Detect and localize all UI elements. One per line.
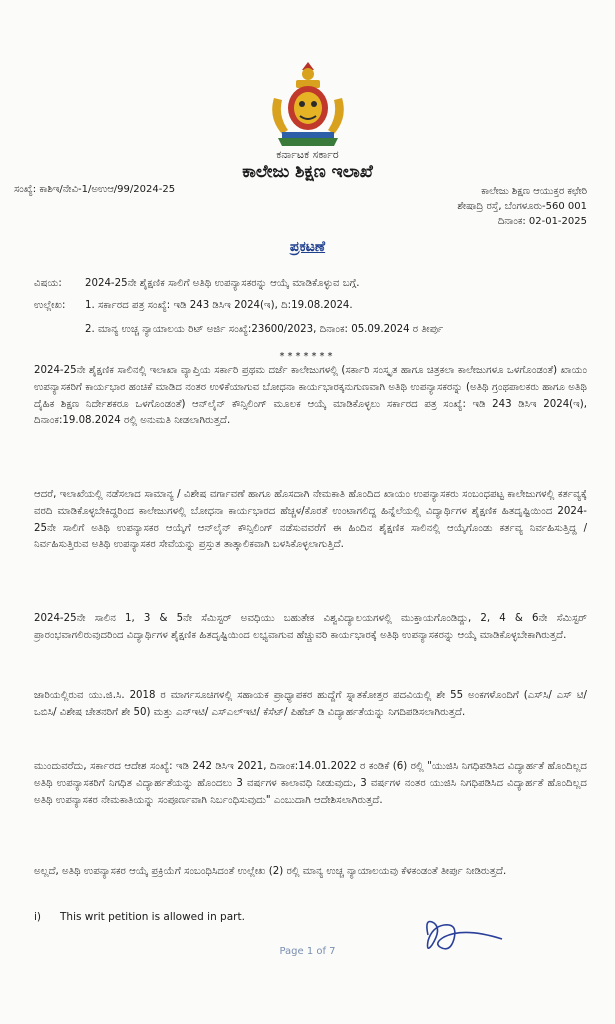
paragraph-1: 2024-25ನೇ ಶೈಕ್ಷಣಿಕ ಸಾಲಿನಲ್ಲಿ ಇಲಾಖಾ ವ್ಯಾಪ್ತಿಯ ಸರ್ಕಾರಿ ಪ್ರಥಮ ದರ್ಜೆ ಕಾಲೇಜುಗಳಲ್ಲಿ (ಸರ್ಕಾರಿ ಸಂಸ್ಕೃತ ಹಾಗೂ ಚಿತ್ರಕಲಾ ಕಾಲೇಜುಗಳೂ ಒಳಗೊಂಡಂತೆ) ಖಾಯಂ ಉಪನ್ಯಾಸಕರಿಗೆ ಕಾರ್ಯಭಾರ ಹಂಚಿಕೆ ಮಾಡಿದ ನಂತರ ಉಳಿಕೆಯಾಗುವ ಬೋಧನಾ ಕಾರ್ಯಭಾರಕ್ಕನುಗುಣವಾಗಿ ಅತಿಥಿ ಉಪನ್ಯಾಸಕರನ್ನು (ಅತಿಥಿ ಗ್ರಂಥಪಾಲಕರು ಹಾಗೂ ಅತಿಥಿ ದೈಹಿಕ ಶಿಕ್ಷಣ ನಿರ್ದೇಶಕರೂ ಒಳಗೊಂಡಂತೆ) ಆನ್‌ಲೈನ್ ಕೌನ್ಸಿಲಿಂಗ್ ಮೂಲಕ ಆಯ್ಕೆ ಮಾಡಿಕೊಳ್ಳಲು ಸರ್ಕಾರದ ಪತ್ರ ಸಂಖ್ಯೆ: ಇಡಿ 243 ಡಿಸಿಇ 2024(ಇ), ದಿನಾಂಕ:19.08.2024 ರಲ್ಲಿ ಅನುಮತಿ ನೀಡಲಾಗಿರುತ್ತದೆ. [34,365,587,427]
writ-item [34,911,245,923]
paragraph-3: 2024-25ನೇ ಸಾಲಿನ 1, 3 & 5ನೇ ಸೆಮಿಸ್ಟರ್ ಅವಧಿಯು ಬಹುತೇಕ ವಿಶ್ವವಿದ್ಯಾಲಯಗಳಲ್ಲಿ ಮುಕ್ತಾಯಗೊಂಡಿದ್ದು, 2, 4 & 6ನೇ ಸೆಮಿಸ್ಟರ್ ಪ್ರಾರಂಭವಾಗಲಿರುವುದರಿಂದ ವಿದ್ಯಾರ್ಥಿಗಳ ಶೈಕ್ಷಣಿಕ ಹಿತದೃಷ್ಟಿಯಿಂದ ಲಭ್ಯವಾಗುವ ಹೆಚ್ಚುವರಿ ಕಾರ್ಯಭಾರಕ್ಕೆ ಅತಿಥಿ ಉಪನ್ಯಾಸಕರನ್ನು ಆಯ್ಕೆ ಮಾಡಿಕೊಳ್ಳಬೇಕಾಗಿರುತ್ತದೆ. [34,613,587,641]
reference-item-1: 1. ಸರ್ಕಾರದ ಪತ್ರ ಸಂಖ್ಯೆ: ಇಡಿ 243 ಡಿಸಿಇ 2024(ಇ), ದಿ:19.08.2024. [85,300,353,311]
writ-item-text: This writ petition is allowed in part. [60,911,245,923]
paragraph-6: ಅಲ್ಲದೆ, ಅತಿಥಿ ಉಪನ್ಯಾಸಕರ ಆಯ್ಕೆ ಪ್ರಕ್ರಿಯೆಗೆ ಸಂಬಂಧಿಸಿದಂತೆ ಉಲ್ಲೇಖ (2) ರಲ್ಲಿ ಮಾನ್ಯ ಉಚ್ಚ ನ್ಯಾಯಾಲಯವು ಕೆಳಕಂಡಂತೆ ತೀರ್ಪು ನೀಡಿರುತ್ತದೆ. [34,866,507,877]
separator: ******* [279,351,336,362]
paragraph-2: ಆದರೆ, ಇಲಾಖೆಯಲ್ಲಿ ನಡೆಸಲಾದ ಸಾಮಾನ್ಯ / ವಿಶೇಷ ವರ್ಗಾವಣೆ ಹಾಗೂ ಹೊಸದಾಗಿ ನೇಮಕಾತಿ ಹೊಂದಿದ ಖಾಯಂ ಉಪನ್ಯಾಸಕರು ಸಂಬಂಧಪಟ್ಟ ಕಾಲೇಜುಗಳಲ್ಲಿ ಕರ್ತವ್ಯಕ್ಕೆ ವರದಿ ಮಾಡಿಕೊಳ್ಳಬೇಕಿದ್ದರಿಂದ ಕಾಲೇಜುಗಳಲ್ಲಿ ಬೋಧನಾ ಕಾರ್ಯಭಾರದ ಹೆಚ್ಚಳ/ಕೊರತೆ ಉಂಟಾಗಲಿದ್ದ ಹಿನ್ನೆಲೆಯಲ್ಲಿ ವಿದ್ಯಾರ್ಥಿಗಳ ಶೈಕ್ಷಣಿಕ ಹಿತದೃಷ್ಟಿಯಿಂದ 2024-25ನೇ ಸಾಲಿಗೆ ಅತಿಥಿ ಉಪನ್ಯಾಸಕರ ಆಯ್ಕೆಗೆ ಆನ್‌ಲೈನ್ ಕೌನ್ಸಿಲಿಂಗ್ ನಡೆಸುವವರೆಗೆ ಈ ಹಿಂದಿನ ಶೈಕ್ಷಣಿಕ ಸಾಲಿನಲ್ಲಿ ಆಯ್ಕೆಗೊಂಡು ಕರ್ತವ್ಯ ನಿರ್ವಹಿಸುತ್ತಿದ್ದ / ನಿರ್ವಹಿಸುತ್ತಿರುವ ಅತಿಥಿ ಉಪನ್ಯಾಸಕರ ಸೇವೆಯನ್ನು ಪ್ರಸ್ತುತ ತಾತ್ಕಾಲಿಕವಾಗಿ ಬಳಸಿಕೊಳ್ಳಲಾಗುತ್ತಿದೆ. [34,489,587,551]
reference-number: ಸಂಖ್ಯೆ: ಕಾಶಿಇ/ನೇವಿ-1/ಅಉಆ/99/2024-25 [14,184,176,195]
address-line-2: ಶೇಷಾದ್ರಿ ರಸ್ತೆ, ಬೆಂಗಳೂರು-560 001 [457,201,587,212]
paragraph-5: ಮುಂದುವರೆದು, ಸರ್ಕಾರದ ಆದೇಶ ಸಂಖ್ಯೆ: ಇಡಿ 242 ಡಿಸಿಇ 2021, ದಿನಾಂಕ:14.01.2022 ರ ಕಂಡಿಕೆ (6) ರಲ್ಲಿ "ಯುಜಿಸಿ ನಿಗಧಿಪಡಿಸಿದ ವಿದ್ಯಾರ್ಹತೆ ಹೊಂದಿಲ್ಲದ ಅತಿಥಿ ಉಪನ್ಯಾಸಕರಿಗೆ ನಿಗಧಿತ ವಿದ್ಯಾರ್ಹತೆಯನ್ನು ಹೊಂದಲು 3 ವರ್ಷಗಳ ಕಾಲಾವಧಿ ನೀಡುವುದು, 3 ವರ್ಷಗಳ ನಂತರ ಯುಜಿಸಿ ನಿಗಧಿಪಡಿಸಿದ ವಿದ್ಯಾರ್ಹತೆ ಹೊಂದಿಲ್ಲದ ಅತಿಥಿ ಉಪನ್ಯಾಸಕರ ನೇಮಕಾತಿಯನ್ನು ಸಂಪೂರ್ಣವಾಗಿ ನಿರ್ಬಂಧಿಸುವುದು" ಎಂಬುದಾಗಿ ಆದೇಶಿಸಲಾಗಿರುತ್ತದೆ. [34,761,587,806]
writ-item-marker: i) [34,911,42,923]
karnataka-emblem-icon [262,58,354,150]
references-label: ಉಲ್ಲೇಖ: [34,300,66,311]
subject-label: ವಿಷಯ: [34,278,62,289]
government-name: ಕರ್ನಾಟಕ ಸರ್ಕಾರ [276,148,339,161]
subject-text: 2024-25ನೇ ಶೈಕ್ಷಣಿಕ ಸಾಲಿಗೆ ಅತಿಥಿ ಉಪನ್ಯಾಸಕರನ್ನು ಆಯ್ಕೆ ಮಾಡಿಕೊಳ್ಳುವ ಬಗ್ಗೆ. [85,278,360,289]
page-number: Page 1 of 7 [279,946,336,957]
notice-title: ಪ್ರಕಟಣೆ [289,239,326,255]
reference-item-2: 2. ಮಾನ್ಯ ಉಚ್ಚ ನ್ಯಾಯಾಲಯ ರಿಟ್ ಅರ್ಜಿ ಸಂಖ್ಯೆ:23600/2023, ದಿನಾಂಕ: 05.09.2024 ರ ತೀರ್ಪು [85,324,444,335]
document-date: ದಿನಾಂಕ: 02-01-2025 [497,216,587,227]
address-line-1: ಕಾಲೇಜು ಶಿಕ್ಷಣ ಆಯುಕ್ತರ ಕಛೇರಿ [481,186,587,197]
department-name: ಕಾಲೇಜು ಶಿಕ್ಷಣ ಇಲಾಖೆ [242,162,373,182]
office-address [457,184,587,229]
paragraph-4: ಜಾರಿಯಲ್ಲಿರುವ ಯು.ಜಿ.ಸಿ. 2018 ರ ಮಾರ್ಗಸೂಚಿಗಳಲ್ಲಿ ಸಹಾಯಕ ಪ್ರಾಧ್ಯಾಪಕರ ಹುದ್ದೆಗೆ ಸ್ನಾತಕೋತ್ತರ ಪದವಿಯಲ್ಲಿ ಶೇ 55 ಅಂಕಗಳೊಂದಿಗೆ (ಎಸ್‌ಸಿ/ ಎಸ್ ಟಿ/ ಒಬಿಸಿ/ ವಿಶೇಷ ಚೇತನರಿಗೆ ಶೇ 50) ಮತ್ತು ಎನ್‌ಇಟಿ/ ಎಸ್‌ಎಲ್‌ಇಟಿ/ ಕೆಸೆಟ್/ ಪಿಹೆಚ್ ಡಿ ವಿದ್ಯಾರ್ಹತೆಯನ್ನು ನಿಗದಿಪಡಿಸಲಾಗಿರುತ್ತದೆ. [34,690,587,718]
